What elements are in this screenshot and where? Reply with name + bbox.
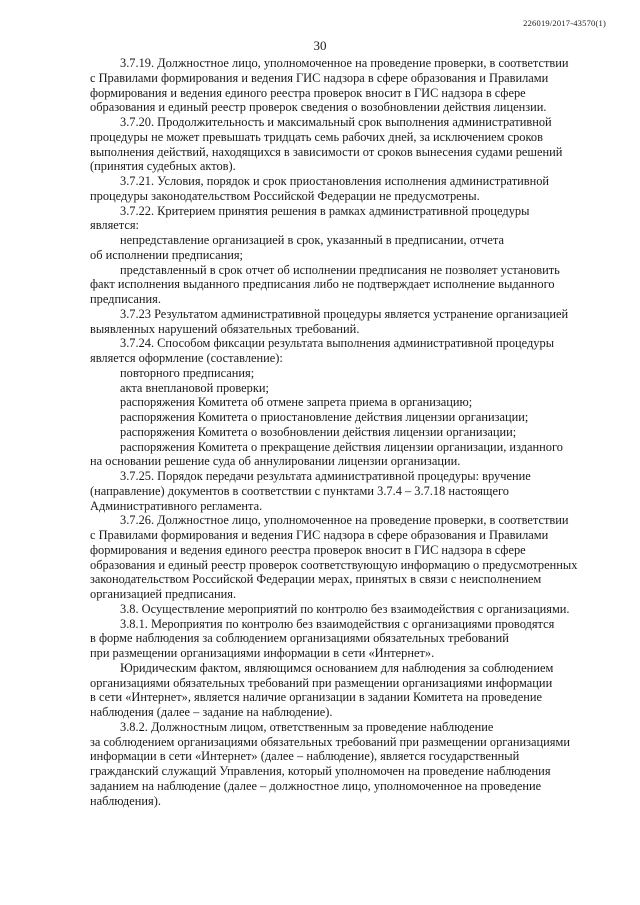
paragraph: 3.8.2. Должностным лицом, ответственным за проведение наблюдение за соблюдением организациями обязательных требований при размещении организациями информации в сети «Интернет» (далее – наблюдение), является государственный гражданский служащий Управления, который уполномочен на проведение наблюдения заданием на наблюдение (далее – должностное лицо, уполномоченное на проведение наблюдения).	[90, 719, 570, 808]
page-number: 30	[313, 38, 327, 53]
paragraph: 3.7.23 Результатом административной процедуры является устранение организацией выявленных нарушений обязательных требований.	[90, 306, 569, 336]
paragraph: 3.7.20. Продолжительность и максимальный срок выполнения административной процедуры не может превышать тридцать семь рабочих дней, за исключением сроков выполнения действий, находящихся в зависимости от сроков вынесения судами решений (принятия судебных актов).	[90, 115, 563, 174]
paragraph: непредставление организацией в срок, указанный в предписании, отчета об исполнении предписания;	[90, 233, 504, 262]
paragraph: представленный в срок отчет об исполнении предписания не позволяет установить факт исполнения выданного предписания либо не подтверждает исполнение выданного предписания.	[90, 262, 560, 306]
paragraph: Юридическим фактом, являющимся основанием для наблюдения за соблюдением организациями обязательных требований при размещении организациями информации в сети «Интернет», является наличие организации в задании Комитета на проведение наблюдения (далее – задание на наблюдение).	[90, 660, 554, 719]
list-item: распоряжения Комитета о возобновлении действия лицензии организации;	[120, 424, 517, 439]
paragraph: 3.8. Осуществление мероприятий по контролю без взаимодействия с организациями.	[120, 601, 570, 616]
paragraph: 3.7.22. Критерием принятия решения в рамках административной процедуры является:	[90, 203, 530, 233]
paragraph: 3.7.26. Должностное лицо, уполномоченное на проведение проверки, в соответствии с Правилами формирования и ведения ГИС надзора в сфере образования и Правилами формирования и ведения единого реестра проверок вносит в ГИС надзора в сфере образования и единый реестр проверок соответствующую информацию о предусмотренных законодательством Российской Федерации мерах, принятых в связи с неисполнением организацией предписания.	[90, 513, 578, 601]
list-item: распоряжения Комитета о приостановление действия лицензии организации;	[120, 410, 529, 424]
body-text	[90, 56, 598, 808]
list-item: распоряжения Комитета об отмене запрета приема в организацию;	[120, 395, 473, 410]
paragraph: 3.7.21. Условия, порядок и срок приостановления исполнения административной процедуры законодательством Российской Федерации не предусмотрены.	[90, 174, 550, 203]
paragraph: 3.7.19. Должностное лицо, уполномоченное на проведение проверки, в соответствии с Правилами формирования и ведения ГИС надзора в сфере образования и Правилами формирования и ведения единого реестра проверок вносит в ГИС надзора в сфере образования и единый реестр проверок сведения о возобновлении действия лицензии.	[90, 56, 569, 115]
paragraph: 3.8.1. Мероприятия по контролю без взаимодействия с организациями проводятся в форме наблюдения за соблюдением организациями обязательных требований при размещении организациями информации в сети «Интернет».	[90, 616, 555, 660]
paragraph: 3.7.24. Способом фиксации результата выполнения административной процедуры является оформление (составление):	[90, 336, 555, 365]
list-item: повторного предписания;	[120, 365, 255, 380]
list-item: распоряжения Комитета о прекращение действия лицензии организации, изданного на основании решение суда об аннулировании лицензии организации.	[90, 439, 563, 469]
paragraph: 3.7.25. Порядок передачи результата административной процедуры: вручение (направление) документов в соответствии с пунктами 3.7.4 – 3.7.18 настоящего Административного регламента.	[90, 469, 531, 513]
list-item: акта внеплановой проверки;	[120, 380, 269, 395]
document-number: 226019/2017-43570(1)	[523, 18, 606, 28]
